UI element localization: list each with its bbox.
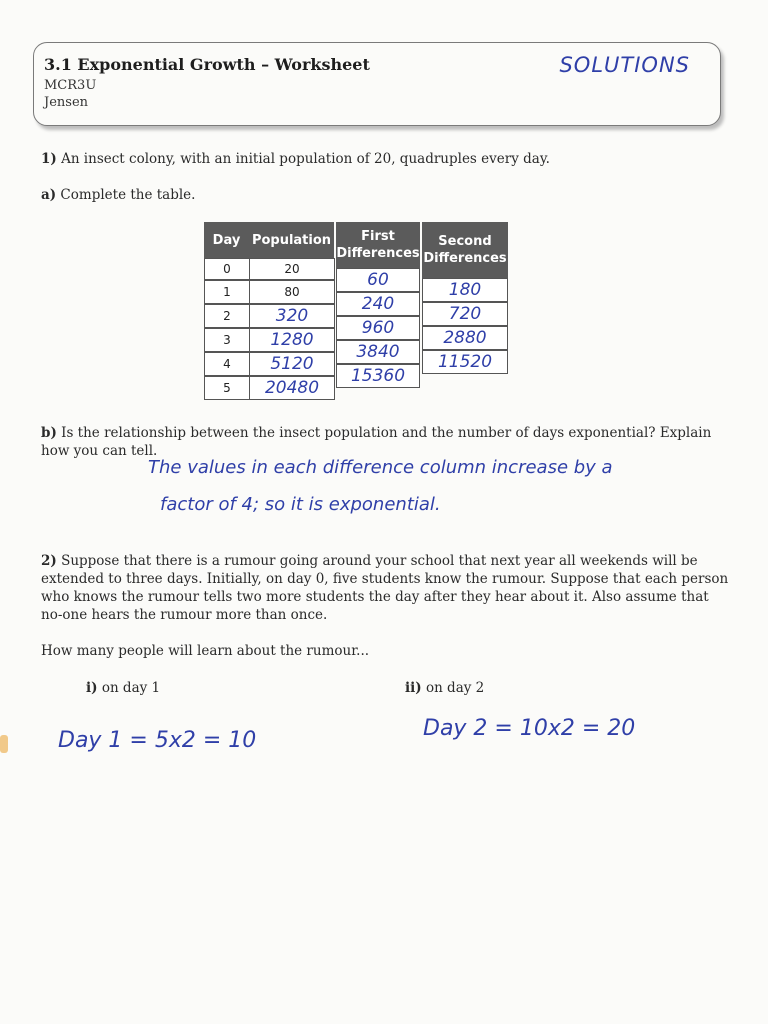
question-2-text: Suppose that there is a rumour going around your school that next year all weekends will be extended to three days. Initially, on day 0, five students know the rumour. Suppose that each person who knows the rumour tells two more students the day after they hear about it. Also assume that no-one hears the rumour more than once.	[41, 553, 729, 623]
population-cell: 20	[249, 258, 335, 280]
solutions-mark: SOLUTIONS	[559, 53, 690, 77]
worksheet-header	[33, 42, 721, 126]
question-2i-label: i)	[86, 680, 98, 696]
day-cell: 5	[204, 376, 250, 400]
question-2-number: 2)	[41, 553, 57, 569]
day-cell: 3	[204, 328, 250, 352]
question-1b-text: Is the relationship between the insect population and the number of days exponential? Explain how you can tell.	[41, 425, 712, 459]
question-1a-text: Complete the table.	[56, 187, 196, 203]
second-difference-cell: 11520	[422, 350, 508, 374]
course-code: MCR3U	[44, 78, 97, 93]
question-2-prompt: How many people will learn about the rumour...	[41, 643, 370, 659]
question-1b	[41, 424, 721, 460]
population-table	[204, 222, 508, 400]
question-2ii-label: ii)	[405, 680, 422, 696]
question-1a	[41, 186, 731, 204]
answer-2ii: Day 2 = 10x2 = 20	[423, 716, 636, 741]
second-difference-cell: 720	[422, 302, 508, 326]
question-1-text: An insect colony, with an initial population of 20, quadruples every day.	[56, 151, 550, 167]
question-2	[41, 552, 731, 624]
header-first-differences: First Differences	[336, 222, 420, 268]
first-difference-cell: 15360	[336, 364, 420, 388]
question-2ii	[405, 679, 484, 697]
first-difference-cell: 240	[336, 292, 420, 316]
population-cell: 320	[249, 304, 335, 328]
first-difference-cell: 3840	[336, 340, 420, 364]
question-1	[41, 150, 731, 168]
header-population: Population	[249, 222, 334, 258]
question-1a-label: a)	[41, 187, 57, 203]
population-cell: 5120	[249, 352, 335, 376]
question-2ii-text: on day 2	[421, 680, 485, 696]
question-2i-text: on day 1	[97, 680, 161, 696]
day-cell: 1	[204, 280, 250, 304]
first-difference-cell: 960	[336, 316, 420, 340]
second-difference-cell: 2880	[422, 326, 508, 350]
header-second-differences: Second Differences	[422, 222, 508, 278]
worksheet-title: 3.1 Exponential Growth – Worksheet	[44, 55, 370, 74]
day-cell: 4	[204, 352, 250, 376]
population-cell: 1280	[249, 328, 335, 352]
second-difference-cell: 180	[422, 278, 508, 302]
header-day: Day	[204, 222, 249, 258]
teacher-name: Jensen	[44, 95, 89, 110]
first-difference-cell: 60	[336, 268, 420, 292]
question-2i	[86, 679, 160, 697]
question-1-number: 1)	[41, 151, 57, 167]
answer-2i: Day 1 = 5x2 = 10	[58, 728, 257, 753]
question-1b-label: b)	[41, 425, 57, 441]
population-cell: 20480	[249, 376, 335, 400]
day-cell: 2	[204, 304, 250, 328]
scan-mark	[0, 735, 8, 753]
answer-1b-line2: factor of 4; so it is exponential.	[160, 494, 441, 515]
answer-1b-line1: The values in each difference column increase by a	[148, 457, 613, 478]
population-cell: 80	[249, 280, 335, 304]
day-cell: 0	[204, 258, 250, 280]
